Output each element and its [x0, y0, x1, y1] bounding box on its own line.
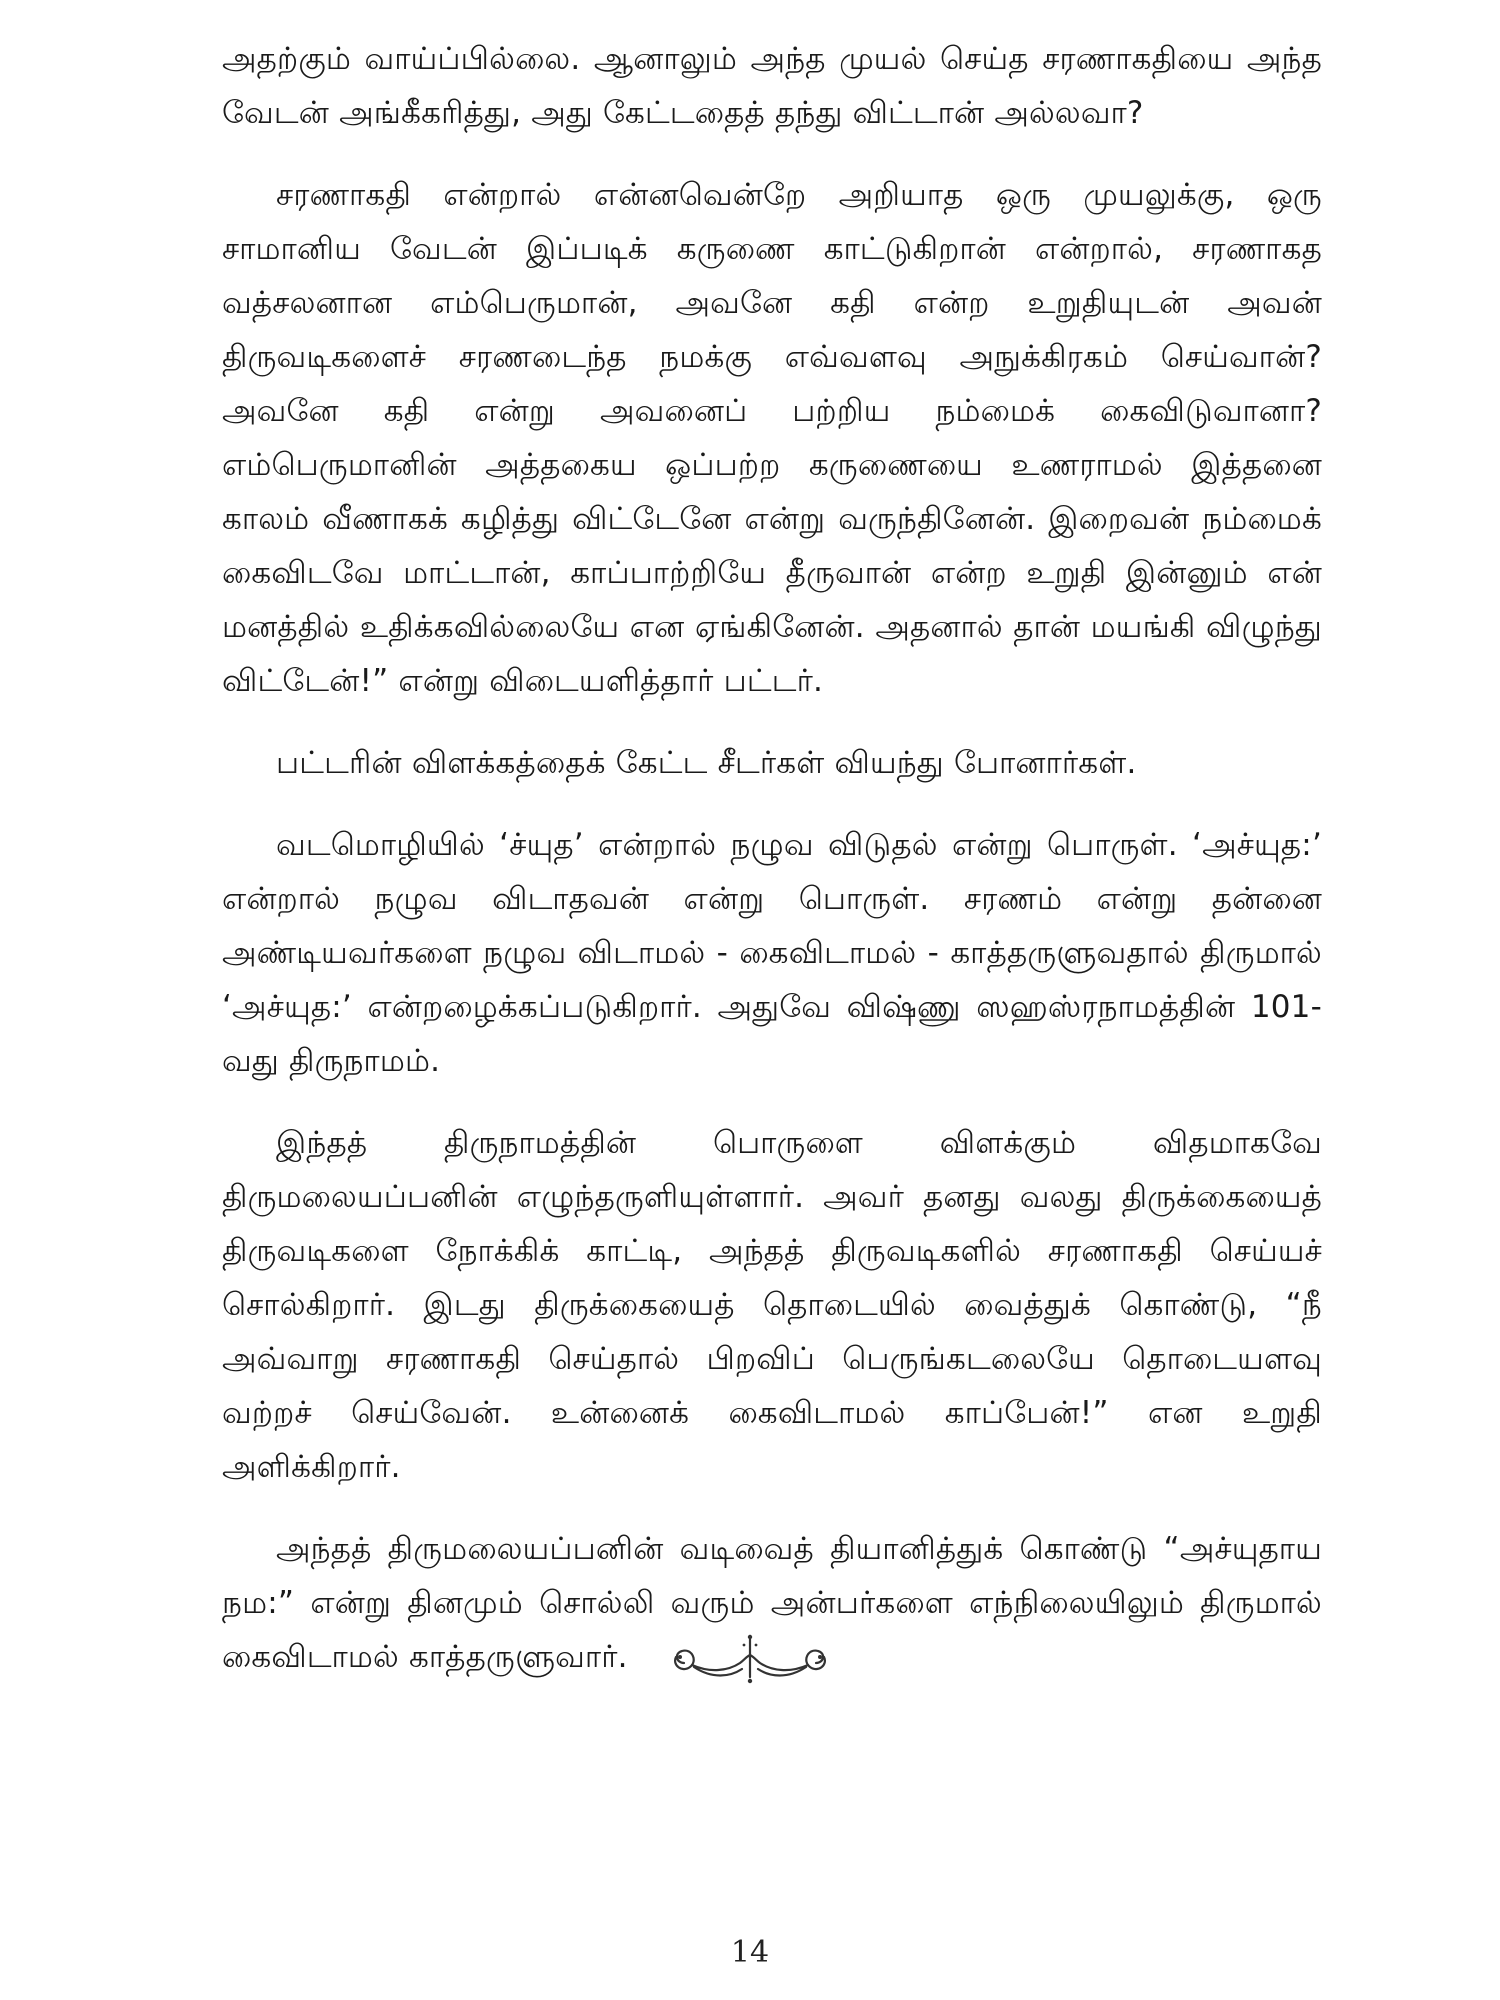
page-body [222, 32, 1322, 1712]
paragraph-2: சரணாகதி என்றால் என்னவென்றே அறியாத ஒரு முயலுக்கு, ஒரு சாமானிய வேடன் இப்படிக் கருணை காட்டுகிறான் என்றால், சரணாகத வத்சலனான எம்பெருமான், அவனே கதி என்ற உறுதியுடன் அவன் திருவடிகளைச் சரணடைந்த நமக்கு எவ்வளவு அநுக்கிரகம் செய்வான்? அவனே கதி என்று அவனைப் பற்றிய நம்மைக் கைவிடுவானா? எம்பெருமானின் அத்தகைய ஒப்பற்ற கருணையை உணராமல் இத்தனை காலம் வீணாகக் கழித்து விட்டேனே என்று வருந்தினேன். இறைவன் நம்மைக் கைவிடவே மாட்டான், காப்பாற்றியே தீருவான் என்ற உறுதி இன்னும் என் மனத்தில் உதிக்கவில்லையே என ஏங்கினேன். அதனால் தான் மயங்கி விழுந்து விட்டேன்!” என்று விடையளித்தார் பட்டர். [222, 177, 1322, 699]
paragraph-4: வடமொழியில் ‘ச்யுத’ என்றால் நழுவ விடுதல் என்று பொருள். ‘அச்யுத:’ என்றால் நழுவ விடாதவன் என்று பொருள். சரணம் என்று தன்னை அண்டியவர்களை நழுவ விடாமல் - கைவிடாமல் - காத்தருளுவதால் திருமால் ‘அச்யுத:’ என்றழைக்கப்படுகிறார். அதுவே விஷ்ணு ஸஹஸ்ரநாமத்தின் 101-வது திருநாமம். [222, 827, 1322, 1079]
scroll-flourish-ornament-icon [670, 1633, 830, 1689]
paragraph-3: பட்டரின் விளக்கத்தைக் கேட்ட சீடர்கள் வியந்து போனார்கள். [276, 745, 1137, 781]
paragraph-5: இந்தத் திருநாமத்தின் பொருளை விளக்கும் விதமாகவே திருமலையப்பனின் எழுந்தருளியுள்ளார். அவர் தனது வலது திருக்கையைத் திருவடிகளை நோக்கிக் காட்டி, அந்தத் திருவடிகளில் சரணாகதி செய்யச் சொல்கிறார். இடது திருக்கையைத் தொடையில் வைத்துக் கொண்டு, “நீ அவ்வாறு சரணாகதி செய்தால் பிறவிப் பெருங்கடலையே தொடையளவு வற்றச் செய்வேன். உன்னைக் கைவிடாமல் காப்பேன்!” என உறுதி அளிக்கிறார். [222, 1125, 1322, 1485]
paragraph-1: அதற்கும் வாய்ப்பில்லை. ஆனாலும் அந்த முயல் செய்த சரணாகதியை அந்த வேடன் அங்கீகரித்து, அது கேட்டதைத் தந்து விட்டான் அல்லவா? [222, 41, 1322, 131]
page-number: 14 [730, 1935, 770, 1970]
paragraph-6: அந்தத் திருமலையப்பனின் வடிவைத் தியானித்துக் கொண்டு “அச்யுதாய நம:” என்று தினமும் சொல்லி வரும் அன்பர்களை எந்நிலையிலும் திருமால் கைவிடாமல் காத்தருளுவார். [222, 1531, 1322, 1675]
